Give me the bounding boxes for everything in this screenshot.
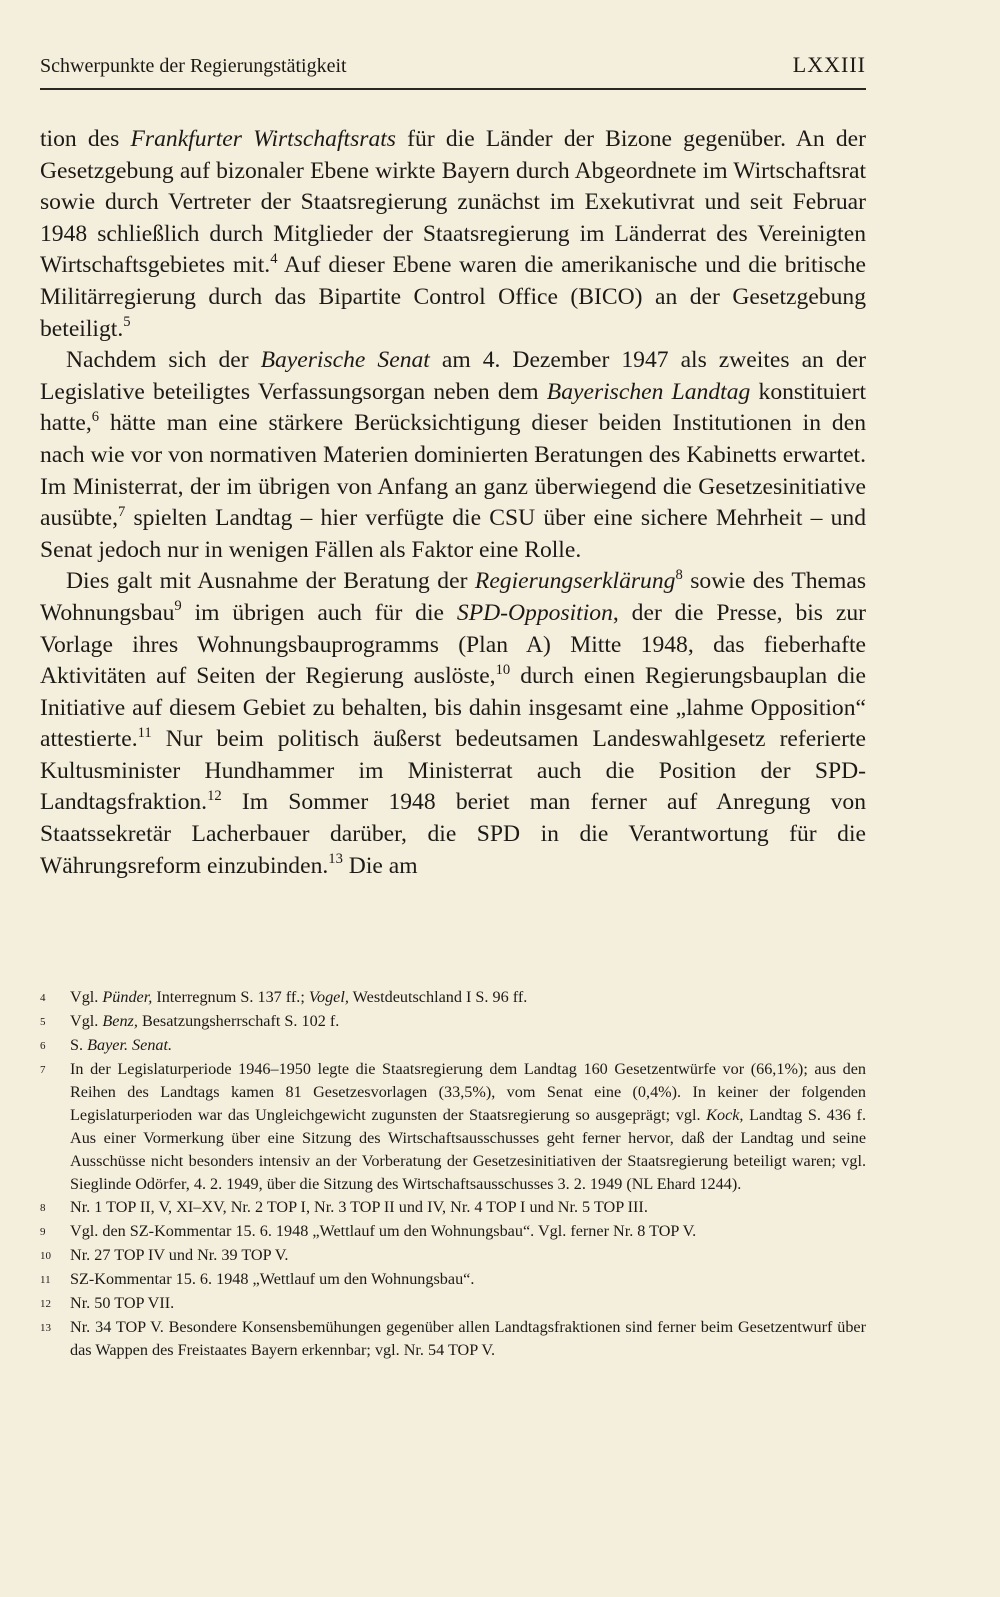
footnote bbox=[40, 986, 866, 1010]
text-run: am 4. Dezember 1947 als zweites an der Legislative beteiligtes Verfassungsorgan neben dem bbox=[40, 347, 866, 405]
text-run: im übrigen auch für die bbox=[181, 599, 457, 626]
text-run: Nachdem sich der bbox=[66, 347, 261, 374]
footnote-ref: 7 bbox=[117, 503, 126, 520]
text-run: durch einen Regierungsbauplan die Initiative auf diesem Gebiet zu behalten, bis dahin insgesamt eine „lahme Opposition“ attestierte. bbox=[40, 663, 866, 753]
footnote-italic: Bayer. Senat. bbox=[87, 1036, 173, 1054]
text-run: tion des bbox=[40, 126, 131, 152]
footnote-text bbox=[70, 1292, 866, 1315]
text-run: Im Sommer 1948 beriet man ferner auf Anregung von Staatssekretär Lacherbauer darüber, die SPD in die Verantwortung für die Währungsreform einzubinden. bbox=[40, 789, 866, 879]
footnote-text-run: S. bbox=[70, 1036, 88, 1054]
footnote-italic: Vogel, bbox=[308, 988, 349, 1006]
italic-term: Bayerischen Landtag bbox=[546, 378, 751, 405]
footnote-text bbox=[70, 1220, 866, 1243]
footnote-text-run: In der Legislaturperiode 1946–1950 legte die Staatsregierung dem Landtag 160 Gesetzentwürfe vor (66,1%); aus den Reihen des Landtags kamen 81 Gesetzesvorlagen (33,5%), vom Senat eine (0,4%). In keiner der folgenden Legislaturperioden war das Ungleichgewicht zugunsten der Staatsregierung so ausgeprägt; vgl. bbox=[70, 1060, 866, 1124]
footnote-italic: Benz, bbox=[102, 1012, 138, 1030]
paragraph-2 bbox=[40, 345, 866, 566]
footnote-text-run: Interregnum S. 137 ff.; bbox=[152, 988, 309, 1006]
footnote bbox=[40, 1316, 866, 1362]
footnote-ref: 5 bbox=[123, 313, 131, 330]
running-head: Schwerpunkte der Regierungstätigkeit bbox=[40, 55, 347, 77]
text-run: konstituiert hatte, bbox=[40, 378, 867, 437]
footnote-ref: 8 bbox=[675, 566, 683, 583]
italic-term: Bayerische Senat bbox=[260, 347, 430, 374]
footnote bbox=[40, 1058, 866, 1196]
paragraph-3 bbox=[40, 566, 866, 882]
text-run: Auf dieser Ebene waren die amerikanische und die britische Militärregierung durch das Bipartite Control Office (BICO) an der Gesetzgebung beteiligt. bbox=[40, 252, 866, 342]
footnote-text-run: Nr. 34 TOP V. Besondere Konsensbemühungen gegenüber allen Landtagsfraktionen sind ferner beim Gesetzentwurf über das Wappen des Freistaates Bayern erkennbar; vgl. Nr. 54 TOP V. bbox=[70, 1318, 866, 1359]
footnote-number: 6 bbox=[40, 1040, 46, 1052]
main-text bbox=[40, 124, 866, 882]
text-run: für die Länder der Bizone gegenüber. An der Gesetzgebung auf bizonaler Ebene wirkte Bayern durch Abgeordnete im Wirtschaftsrat sowie durch Vertreter der Staatsregierung zunächst im Exekutivrat und seit Februar 1948 schließlich durch Mitglieder der Staatsregierung im Länderrat des Vereinigten Wirtschaftsgebietes mit. bbox=[40, 126, 867, 279]
footnote-number: 7 bbox=[40, 1064, 46, 1076]
footnote-text-run: Westdeutschland I S. 96 ff. bbox=[348, 988, 528, 1006]
footnote-italic: Pünder, bbox=[102, 988, 153, 1006]
footnote bbox=[40, 1010, 866, 1034]
footnote-text-run: Vgl. bbox=[70, 988, 103, 1006]
footnote-text-run: Nr. 27 TOP IV und Nr. 39 TOP V. bbox=[70, 1246, 289, 1264]
footnote-text-run: Nr. 50 TOP VII. bbox=[70, 1294, 175, 1312]
footnote-text bbox=[70, 1244, 866, 1267]
footnote bbox=[40, 1268, 866, 1292]
italic-term: Regierungserklärung bbox=[474, 568, 676, 595]
footnote-text bbox=[70, 1316, 866, 1362]
footnote-number: 12 bbox=[40, 1298, 51, 1310]
footnote-text bbox=[70, 1058, 866, 1196]
footnote bbox=[40, 1220, 866, 1244]
footnote bbox=[40, 1244, 866, 1268]
italic-term: Frankfurter Wirtschaftsrats bbox=[130, 126, 396, 152]
page-number: LXXIII bbox=[792, 52, 866, 77]
footnote-text bbox=[70, 1196, 866, 1219]
footnote-ref: 6 bbox=[91, 408, 100, 425]
footnote-text bbox=[70, 986, 866, 1009]
italic-term: SPD-Opposition bbox=[456, 599, 613, 626]
paragraph-1 bbox=[40, 124, 866, 345]
footnote bbox=[40, 1196, 866, 1220]
footnote-text-run: Nr. 1 TOP II, V, XI–XV, Nr. 2 TOP I, Nr. 3 TOP II und IV, Nr. 4 TOP I und Nr. 5 TOP III. bbox=[70, 1198, 648, 1216]
footnote-ref: 4 bbox=[270, 250, 278, 267]
footnote-number: 4 bbox=[40, 992, 46, 1004]
footnote-text bbox=[70, 1010, 866, 1033]
footnote-number: 5 bbox=[40, 1016, 46, 1028]
footnote-text bbox=[70, 1268, 866, 1291]
footnote-ref: 11 bbox=[137, 724, 152, 741]
footnote-ref: 12 bbox=[207, 787, 222, 804]
footnote-number: 11 bbox=[40, 1274, 51, 1286]
footnote-number: 9 bbox=[40, 1226, 46, 1238]
footnote-italic: Kock, bbox=[706, 1106, 744, 1124]
footnote-number: 8 bbox=[40, 1202, 46, 1214]
text-run: Dies galt mit Ausnahme der Beratung der bbox=[66, 568, 475, 595]
footnote-number: 13 bbox=[40, 1322, 51, 1334]
text-run: spielten Landtag – hier verfügte die CSU über eine sichere Mehrheit – und Senat jedoch nur in wenigen Fällen als Faktor eine Rolle. bbox=[40, 505, 866, 563]
footnote-text bbox=[70, 1034, 866, 1057]
footnote-text-run: Vgl. bbox=[70, 1012, 103, 1030]
text-run: Die am bbox=[342, 852, 418, 879]
page-header bbox=[40, 52, 866, 90]
text-run: sowie des Themas Wohnungsbau bbox=[40, 568, 867, 626]
text-run: hätte man eine stärkere Berücksichtigung dieser beiden Institutionen in den nach wie vor von normativen Materien dominierten Beratungen des Kabinetts erwartet. Im Ministerrat, der im übrigen von Anfang an ganz überwiegend die Gesetzesinitiative ausübte, bbox=[40, 410, 866, 532]
footnote-ref: 9 bbox=[174, 598, 182, 615]
footnotes bbox=[40, 986, 866, 1362]
footnote-text-run: Besatzungsherrschaft S. 102 f. bbox=[137, 1012, 340, 1030]
text-run: , der die Presse, bis zur Vorlage ihres Wohnungsbauprogramms (Plan A) Mitte 1948, das fieberhafte Aktivitäten auf Seiten der Regierung auslöste, bbox=[40, 599, 867, 690]
footnote bbox=[40, 1034, 866, 1058]
footnote-number: 10 bbox=[40, 1250, 51, 1262]
footnote-text-run: SZ-Kommentar 15. 6. 1948 „Wettlauf um den Wohnungsbau“. bbox=[70, 1270, 475, 1288]
footnote-ref: 13 bbox=[328, 851, 343, 868]
footnote-ref: 10 bbox=[495, 661, 511, 678]
footnote-text-run: Landtag S. 436 f. Aus einer Vormerkung über eine Sitzung des Wirtschaftsausschusses geht ferner hervor, daß der Landtag und seine Ausschüsse nicht besonders intensiv an der Vorberatung der Gesetzesinitiativen der Staatsregierung beteiligt waren; vgl. Sieglinde Odörfer, 4. 2. 1949, über die Sitzung des Wirtschaftsausschusses 3. 2. 1949 (NL Ehard 1244). bbox=[70, 1106, 866, 1193]
footnote-text-run: Vgl. den SZ-Kommentar 15. 6. 1948 „Wettlauf um den Wohnungsbau“. Vgl. ferner Nr. 8 TOP V. bbox=[70, 1222, 697, 1240]
text-run: Nur beim politisch äußerst bedeutsamen Landeswahlgesetz referierte Kultusminister Hundhammer im Ministerrat auch die Position der SPD-Landtagsfraktion. bbox=[40, 726, 866, 816]
footnote bbox=[40, 1292, 866, 1316]
